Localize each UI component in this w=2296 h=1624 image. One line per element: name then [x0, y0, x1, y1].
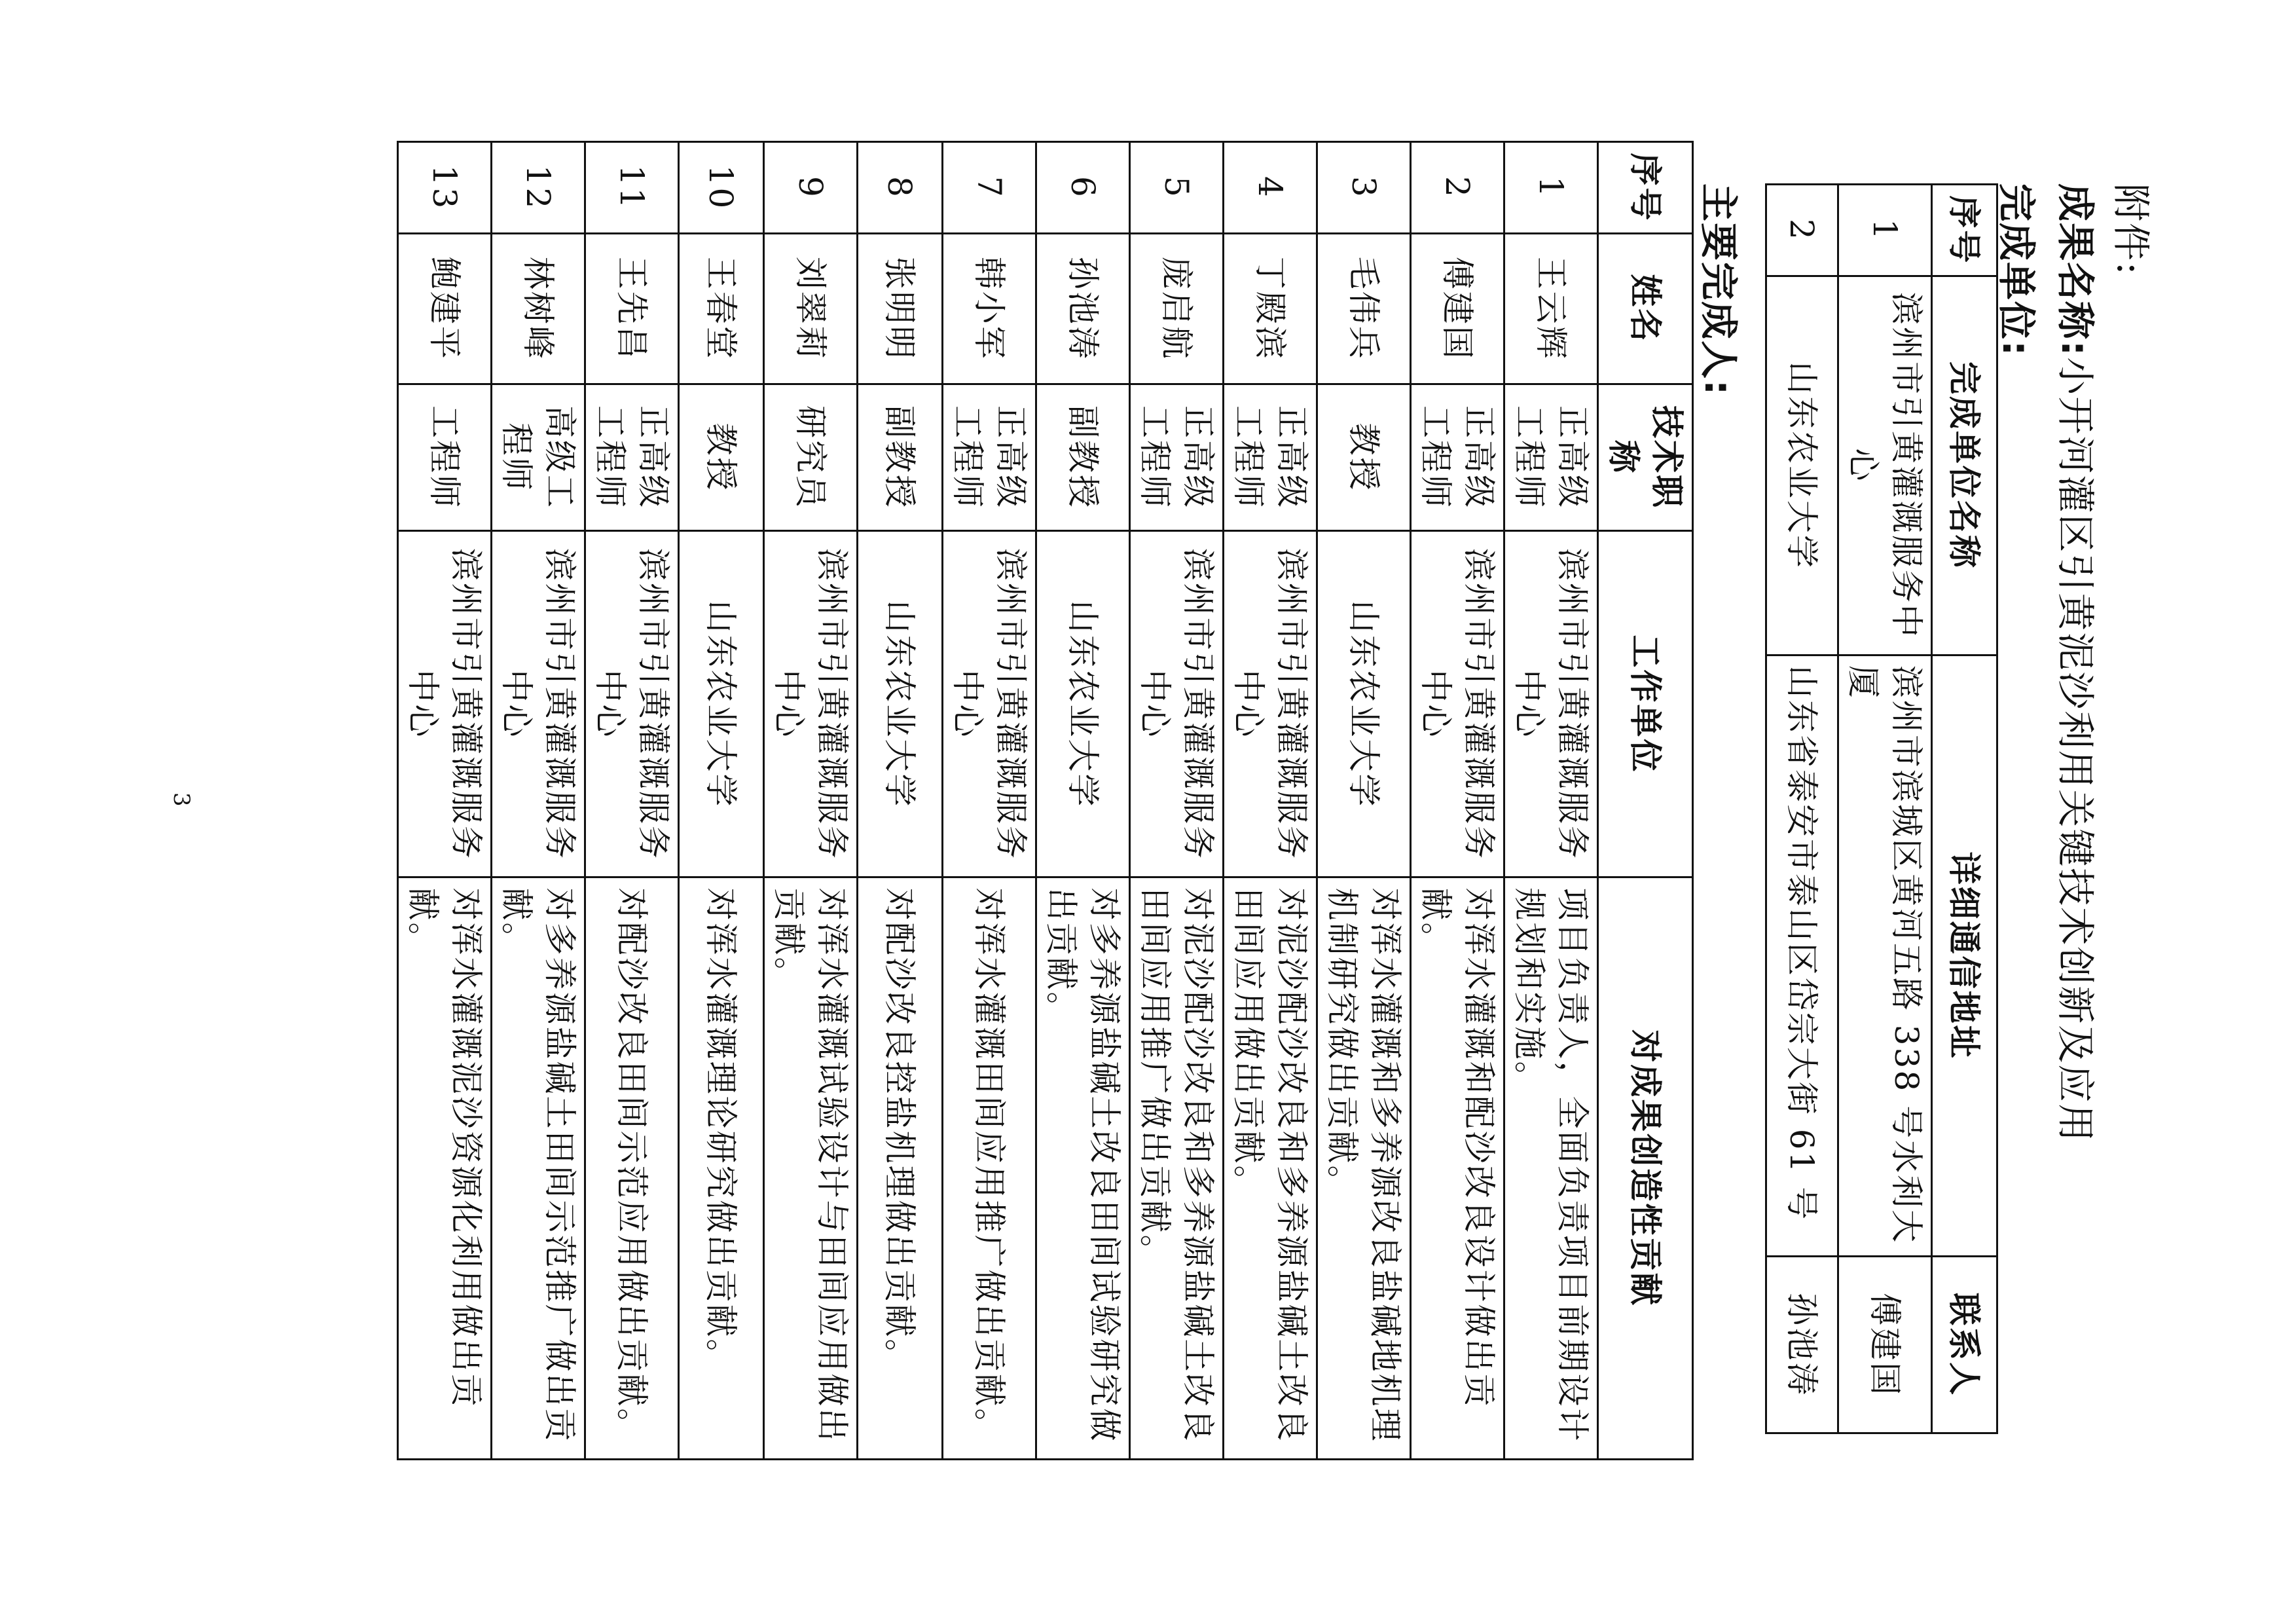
persons-row — [679, 142, 764, 1460]
persons-row-unit: 山东农业大学 — [858, 531, 943, 877]
units-row-name: 山东农业大学 — [1766, 276, 1838, 655]
units-col-address: 详细通信地址 — [1932, 655, 1997, 1256]
persons-row — [943, 142, 1036, 1460]
units-row — [1766, 185, 1838, 1433]
persons-row-name: 张明明 — [858, 233, 943, 384]
persons-row-unit: 滨州市引黄灌溉服务中心 — [764, 531, 858, 877]
persons-row-contribution: 对多养源盐碱土田间示范推广做出贡献。 — [492, 877, 585, 1460]
result-name: 小开河灌区引黄泥沙利用关键技术创新及应用 — [2053, 357, 2098, 1143]
persons-row-no: 12 — [492, 142, 585, 234]
units-col-name: 完成单位名称 — [1932, 276, 1997, 655]
persons-row-name: 王云辉 — [1504, 233, 1598, 384]
units-col-no: 序号 — [1932, 185, 1997, 276]
persons-row-name: 庞启航 — [1130, 233, 1224, 384]
persons-row-unit: 滨州市引黄灌溉服务中心 — [943, 531, 1036, 877]
persons-row-title: 正高级工程师 — [585, 384, 679, 531]
persons-row-contribution: 对浑水灌溉和多养源改良盐碱地机理机制研究做出贡献。 — [1317, 877, 1411, 1460]
persons-row-no: 8 — [858, 142, 943, 234]
units-row-address: 山东省泰安市泰山区岱宗大街 61 号 — [1766, 655, 1838, 1256]
persons-row — [492, 142, 585, 1460]
persons-row-title: 研究员 — [764, 384, 858, 531]
persons-row-unit: 滨州市引黄灌溉服务中心 — [1224, 531, 1317, 877]
persons-row-unit: 滨州市引黄灌溉服务中心 — [585, 531, 679, 877]
persons-row — [585, 142, 679, 1460]
persons-row-contribution: 对浑水灌溉和配沙改良设计做出贡献。 — [1411, 877, 1504, 1460]
persons-col-no: 序号 — [1598, 142, 1693, 234]
persons-row-title: 正高级工程师 — [1130, 384, 1224, 531]
persons-row-no: 5 — [1130, 142, 1224, 234]
persons-row-unit: 山东农业大学 — [1036, 531, 1130, 877]
result-name-label: 成果名称: — [2053, 183, 2098, 358]
units-row-name: 滨州市引黄灌溉服务中心 — [1838, 276, 1932, 655]
persons-row-unit: 滨州市引黄灌溉服务中心 — [1504, 531, 1598, 877]
persons-row-title: 正高级工程师 — [943, 384, 1036, 531]
persons-row-title: 正高级工程师 — [1504, 384, 1598, 531]
persons-row-name: 林树峰 — [492, 233, 585, 384]
units-header-row — [1932, 185, 1997, 1433]
persons-row — [1036, 142, 1130, 1460]
persons-row-no: 11 — [585, 142, 679, 234]
persons-row-no: 10 — [679, 142, 764, 234]
persons-row-contribution: 对浑水灌溉田间应用推广做出贡献。 — [943, 877, 1036, 1460]
persons-row — [398, 142, 492, 1460]
persons-row — [1504, 142, 1598, 1460]
persons-row-contribution: 项目负责人，全面负责项目前期设计规划和实施。 — [1504, 877, 1598, 1460]
persons-row-no: 13 — [398, 142, 492, 234]
persons-row-name: 丁殿滨 — [1224, 233, 1317, 384]
units-row-contact: 傅建国 — [1838, 1257, 1932, 1433]
persons-row-title: 正高级工程师 — [1411, 384, 1504, 531]
persons-row-contribution: 对泥沙配沙改良和多养源盐碱土改良田间应用做出贡献。 — [1224, 877, 1317, 1460]
persons-row-title: 副教授 — [1036, 384, 1130, 531]
persons-header-row — [1598, 142, 1693, 1460]
units-row-no: 1 — [1838, 185, 1932, 276]
persons-row-name: 王先昌 — [585, 233, 679, 384]
persons-row-title: 正高级工程师 — [1224, 384, 1317, 531]
persons-row-title: 教授 — [679, 384, 764, 531]
persons-col-title: 技术职称 — [1598, 384, 1693, 531]
persons-row-unit: 滨州市引黄灌溉服务中心 — [1411, 531, 1504, 877]
persons-row-unit: 滨州市引黄灌溉服务中心 — [492, 531, 585, 877]
persons-row-contribution: 对配沙改良控盐机理做出贡献。 — [858, 877, 943, 1460]
persons-row-contribution: 对多养源盐碱土改良田间试验研究做出贡献。 — [1036, 877, 1130, 1460]
persons-row-no: 3 — [1317, 142, 1411, 234]
persons-col-name: 姓名 — [1598, 233, 1693, 384]
persons-table-body — [398, 142, 1598, 1460]
result-name-line — [2051, 183, 2106, 1143]
persons-row-unit: 滨州市引黄灌溉服务中心 — [1130, 531, 1224, 877]
persons-row-name: 孙池涛 — [1036, 233, 1130, 384]
persons-row-no: 6 — [1036, 142, 1130, 234]
persons-table — [397, 141, 1694, 1460]
persons-row-contribution: 对浑水灌溉试验设计与田间应用做出贡献。 — [764, 877, 858, 1460]
persons-row-unit: 山东农业大学 — [679, 531, 764, 877]
persons-row-name: 傅建国 — [1411, 233, 1504, 384]
persons-row-name: 鲍建平 — [398, 233, 492, 384]
persons-row-title: 工程师 — [398, 384, 492, 531]
persons-row — [1317, 142, 1411, 1460]
persons-row-contribution: 对配沙改良田间示范应用做出贡献。 — [585, 877, 679, 1460]
persons-col-unit: 工作单位 — [1598, 531, 1693, 877]
persons-row-no: 2 — [1411, 142, 1504, 234]
persons-col-contribution: 对成果创造性贡献 — [1598, 877, 1693, 1460]
units-row-no: 2 — [1766, 185, 1838, 276]
persons-row — [1411, 142, 1504, 1460]
units-row-address: 滨州市滨城区黄河五路 338 号水利大厦 — [1838, 655, 1932, 1256]
persons-row-contribution: 对泥沙配沙改良和多养源盐碱土改良田间应用推广做出贡献。 — [1130, 877, 1224, 1460]
persons-row-name: 毛伟兵 — [1317, 233, 1411, 384]
persons-row-name: 王春堂 — [679, 233, 764, 384]
units-section-title: 完成单位: — [1994, 183, 2039, 358]
persons-row-unit: 山东农业大学 — [1317, 531, 1411, 877]
persons-row-no: 9 — [764, 142, 858, 234]
persons-section-title: 主要完成人: — [1696, 183, 1741, 397]
persons-row-no: 4 — [1224, 142, 1317, 234]
persons-row-contribution: 对浑水灌溉理论研究做出贡献。 — [679, 877, 764, 1460]
units-table — [1765, 183, 1998, 1434]
units-row-contact: 孙池涛 — [1766, 1257, 1838, 1433]
persons-row-name: 韩小军 — [943, 233, 1036, 384]
persons-row-contribution: 对浑水灌溉泥沙资源化利用做出贡献。 — [398, 877, 492, 1460]
persons-row-unit: 滨州市引黄灌溉服务中心 — [398, 531, 492, 877]
persons-row-title: 高级工程师 — [492, 384, 585, 531]
page-number: 3 — [168, 792, 194, 807]
persons-row — [1224, 142, 1317, 1460]
persons-row-no: 7 — [943, 142, 1036, 234]
persons-row-title: 副教授 — [858, 384, 943, 531]
persons-row-name: 刘翠莉 — [764, 233, 858, 384]
persons-row — [764, 142, 858, 1460]
persons-row-no: 1 — [1504, 142, 1598, 234]
units-row — [1838, 185, 1932, 1433]
persons-row — [1130, 142, 1224, 1460]
attachment-label: 附件: — [2109, 183, 2153, 276]
persons-row — [858, 142, 943, 1460]
units-col-contact: 联系人 — [1932, 1257, 1997, 1433]
persons-row-title: 教授 — [1317, 384, 1411, 531]
